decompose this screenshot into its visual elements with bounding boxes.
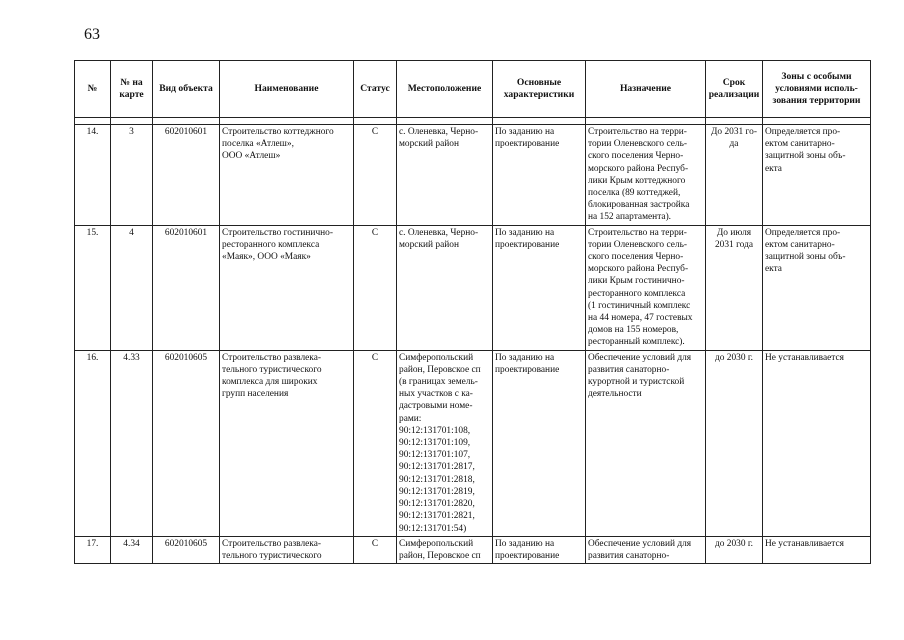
row-characteristics: По заданию на проектирование	[493, 536, 586, 563]
row-status: С	[354, 125, 397, 226]
row-location: Симферопольский район, Перовское сп	[397, 536, 493, 563]
row-characteristics: По заданию на проектирование	[493, 350, 586, 536]
row-map-num: 4.33	[111, 350, 153, 536]
row-location: Симферопольский район, Перовское сп (в границах земель- ных участков с ка- дастровыми номе- рами: 90:12:131701:108, 90:12:131701:109, 90:12:131701:107, 90:12:131701:2817, 90:12:131701:2818, 90:12:131701:2819, 90:12:131701:2820, 90:12:131701:2821, 90:12:131701:54)	[397, 350, 493, 536]
header-name: Наименование	[220, 61, 354, 118]
row-zones: Не устанавливается	[763, 536, 871, 563]
row-term: До 2031 го- да	[706, 125, 763, 226]
row-characteristics: По заданию на проектирование	[493, 225, 586, 350]
row-map-num: 4	[111, 225, 153, 350]
table-header-row	[75, 61, 871, 118]
row-num: 14.	[75, 125, 111, 226]
row-num: 16.	[75, 350, 111, 536]
row-zones: Определяется про- ектом санитарно- защитной зоны объ- екта	[763, 125, 871, 226]
row-term: до 2030 г.	[706, 350, 763, 536]
objects-table	[74, 60, 871, 564]
row-code: 602010605	[153, 350, 220, 536]
row-status: С	[354, 225, 397, 350]
row-num: 15.	[75, 225, 111, 350]
row-purpose: Обеспечение условий для развития санаторно-	[586, 536, 706, 563]
row-code: 602010601	[153, 225, 220, 350]
header-object-type: Вид объекта	[153, 61, 220, 118]
header-characteristics: Основные характеристики	[493, 61, 586, 118]
row-purpose: Обеспечение условий для развития санаторно- курортной и туристской деятельности	[586, 350, 706, 536]
row-name: Строительство гостинично- ресторанного комплекса «Маяк», ООО «Маяк»	[220, 225, 354, 350]
row-zones: Определяется про- ектом санитарно- защитной зоны объ- екта	[763, 225, 871, 350]
row-status: С	[354, 350, 397, 536]
table-row	[75, 225, 871, 350]
row-map-num: 3	[111, 125, 153, 226]
row-characteristics: По заданию на проектирование	[493, 125, 586, 226]
spacer-row	[75, 118, 871, 125]
row-term: До июля 2031 года	[706, 225, 763, 350]
row-status: С	[354, 536, 397, 563]
table-row	[75, 350, 871, 536]
row-map-num: 4.34	[111, 536, 153, 563]
row-num: 17.	[75, 536, 111, 563]
row-zones: Не устанавливается	[763, 350, 871, 536]
header-purpose: Назначение	[586, 61, 706, 118]
row-location: с. Оленевка, Черно- морский район	[397, 225, 493, 350]
row-name: Строительство развлека- тельного туристического комплекса для широких групп населения	[220, 350, 354, 536]
header-status: Статус	[354, 61, 397, 118]
header-term: Срок реализации	[706, 61, 763, 118]
row-code: 602010601	[153, 125, 220, 226]
row-code: 602010605	[153, 536, 220, 563]
table-row	[75, 125, 871, 226]
row-location: с. Оленевка, Черно- морский район	[397, 125, 493, 226]
header-zones: Зоны с особыми условиями исполь-зования территории	[763, 61, 871, 118]
row-name: Строительство коттеджного поселка «Атлеш», ООО «Атлеш»	[220, 125, 354, 226]
row-name: Строительство развлека- тельного туристического	[220, 536, 354, 563]
header-location: Местоположение	[397, 61, 493, 118]
header-num: №	[75, 61, 111, 118]
header-map-num: № на карте	[111, 61, 153, 118]
table-row	[75, 536, 871, 563]
row-purpose: Строительство на терри- тории Оленевского сель- ского поселения Черно- морского района Респуб- лики Крым коттеджного поселка (89 коттеджей, блокированная застройка на 152 апартамента).	[586, 125, 706, 226]
row-term: до 2030 г.	[706, 536, 763, 563]
page-number: 63	[84, 26, 100, 43]
row-purpose: Строительство на терри- тории Оленевского сель- ского поселения Черно- морского района Респуб- лики Крым гостинично- ресторанного комплекса (1 гостиничный комплекс на 44 номера, 47 гостевых домов на 155 номеров, ресторанный комплекс).	[586, 225, 706, 350]
